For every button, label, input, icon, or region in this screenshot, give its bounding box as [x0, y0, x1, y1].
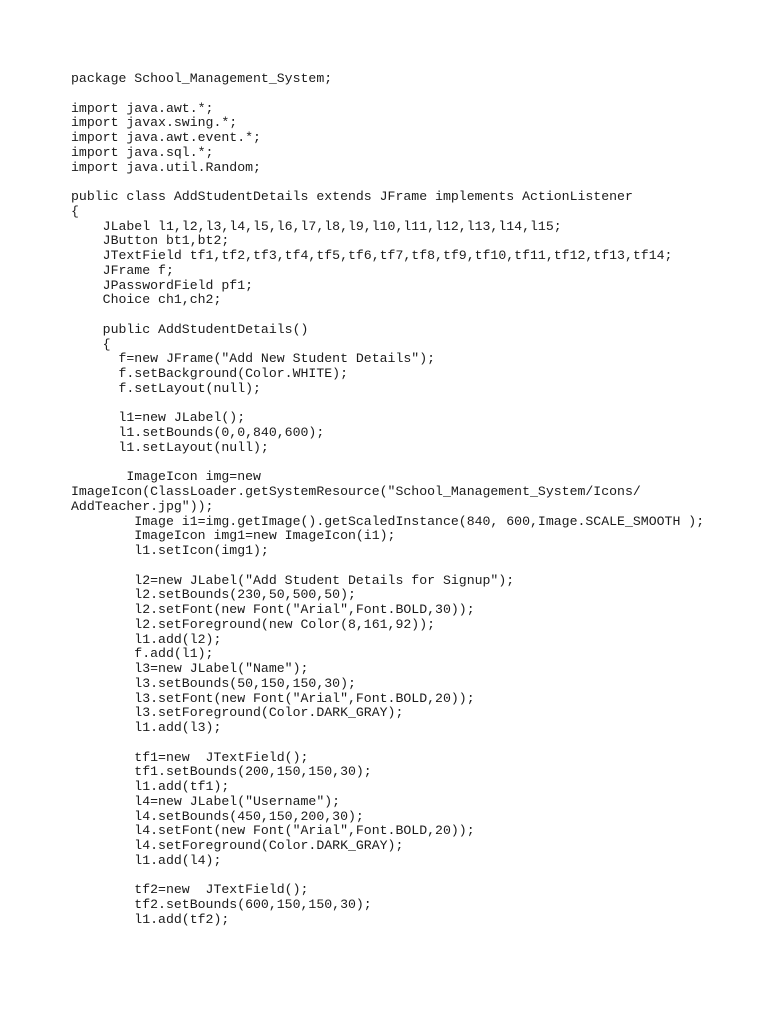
code-line: ImageIcon(ClassLoader.getSystemResource("School_Management_System/Icons/ [71, 484, 641, 499]
code-line: l2.setBounds(230,50,500,50); [71, 587, 356, 603]
code-line: f.setLayout(null); [71, 380, 261, 396]
code-line: Image i1=img.getImage().getScaledInstance(840, 600,Image.SCALE_SMOOTH ); [71, 513, 705, 529]
code-line: l2.setForeground(new Color(8,161,92)); [71, 616, 436, 632]
code-line: l2=new JLabel("Add Student Details for Signup"); [71, 572, 515, 588]
code-line: { [71, 336, 111, 352]
code-line [71, 736, 761, 751]
code-line: l3.setForeground(Color.DARK_GRAY); [71, 705, 404, 721]
code-line: import java.awt.*; [71, 100, 214, 116]
code-line: JFrame f; [71, 262, 174, 278]
code-line: import java.sql.*; [71, 144, 214, 160]
code-line: import javax.swing.*; [71, 115, 238, 131]
code-line: JLabel l1,l2,l3,l4,l5,l6,l7,l8,l9,l10,l11,l12,l13,l14,l15; [71, 218, 562, 234]
code-line: l1.setBounds(0,0,840,600); [71, 425, 325, 440]
code-line: l4=new JLabel("Username"); [71, 793, 341, 809]
code-line [71, 175, 761, 190]
code-block [71, 72, 761, 928]
code-line: tf2.setBounds(600,150,150,30); [71, 897, 372, 912]
code-line: l1.add(l3); [71, 720, 222, 735]
code-line: ImageIcon img1=new ImageIcon(i1); [71, 528, 396, 544]
code-line: { [71, 203, 79, 219]
code-line: l1.add(tf1); [71, 779, 230, 794]
code-line: import java.awt.event.*; [71, 130, 261, 145]
code-line: l3=new JLabel("Name"); [71, 661, 309, 676]
code-line: f.add(l1); [71, 646, 214, 662]
code-line: tf2=new JTextField(); [71, 882, 309, 898]
code-line: public class AddStudentDetails extends JFrame implements ActionListener [71, 189, 633, 204]
code-line: Choice ch1,ch2; [71, 292, 222, 308]
code-line: l1.add(l2); [71, 631, 222, 647]
code-line [71, 87, 761, 102]
code-line: l1.setLayout(null); [71, 439, 269, 455]
code-line [71, 869, 761, 884]
code-line: l4.setFont(new Font("Arial",Font.BOLD,20)); [71, 823, 475, 839]
code-line: l1.setIcon(img1); [71, 543, 269, 558]
code-line: package School_Management_System; [71, 71, 333, 86]
code-line: tf1.setBounds(200,150,150,30); [71, 764, 372, 780]
code-line: l4.setBounds(450,150,200,30); [71, 808, 364, 824]
code-line: JPasswordField pf1; [71, 277, 254, 293]
code-line: JTextField tf1,tf2,tf3,tf4,tf5,tf6,tf7,tf8,tf9,tf10,tf11,tf12,tf13,tf14; [71, 248, 673, 263]
code-line [71, 397, 761, 412]
code-line: public AddStudentDetails() [71, 321, 309, 337]
code-line: import java.util.Random; [71, 159, 261, 175]
code-line: l2.setFont(new Font("Arial",Font.BOLD,30)); [71, 602, 475, 617]
code-line: l3.setBounds(50,150,150,30); [71, 675, 356, 691]
code-line: tf1=new JTextField(); [71, 749, 309, 765]
code-line: JButton bt1,bt2; [71, 233, 230, 249]
code-line [71, 456, 761, 471]
code-line: l1.add(l4); [71, 852, 222, 868]
code-line: l4.setForeground(Color.DARK_GRAY); [71, 838, 404, 853]
code-line: AddTeacher.jpg")); [71, 498, 214, 514]
code-line: l1.add(tf2); [71, 911, 230, 927]
code-line [71, 559, 761, 574]
code-line: l1=new JLabel(); [71, 410, 246, 426]
code-line: l3.setFont(new Font("Arial",Font.BOLD,20)); [71, 690, 475, 706]
code-line: f.setBackground(Color.WHITE); [71, 366, 348, 381]
code-line [71, 308, 761, 323]
code-line: ImageIcon img=new [71, 469, 261, 485]
code-line: f=new JFrame("Add New Student Details"); [71, 351, 436, 367]
